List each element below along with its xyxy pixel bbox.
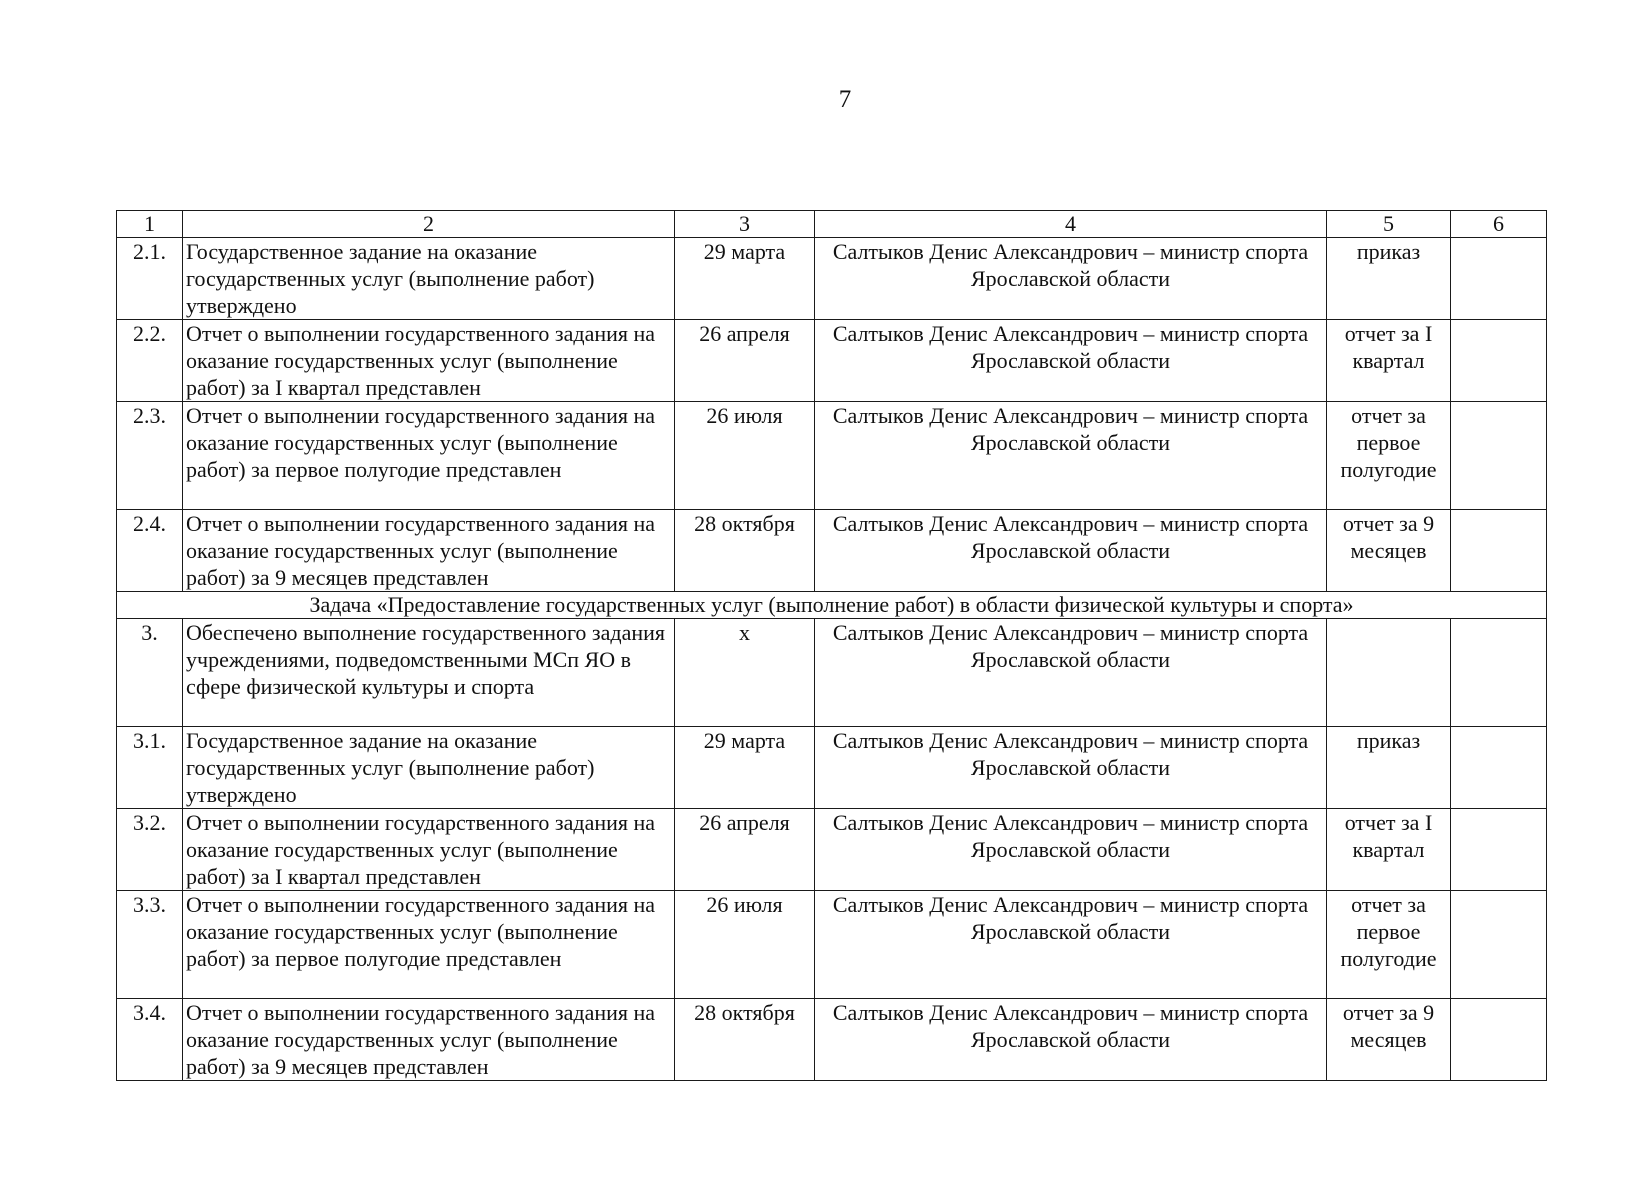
item-number: 2.2.	[117, 320, 183, 402]
item-note	[1451, 402, 1547, 510]
item-note	[1451, 619, 1547, 727]
item-result: отчет за I квартал	[1327, 809, 1451, 891]
item-deadline: 29 марта	[675, 727, 815, 809]
table-row	[117, 727, 1547, 809]
item-result: приказ	[1327, 238, 1451, 320]
item-note	[1451, 320, 1547, 402]
table-row	[117, 238, 1547, 320]
item-responsible: Салтыков Денис Александрович – министр спорта Ярославской области	[815, 809, 1327, 891]
table-row	[117, 891, 1547, 999]
item-deadline: 29 марта	[675, 238, 815, 320]
item-note	[1451, 809, 1547, 891]
table-row	[117, 402, 1547, 510]
table-row	[117, 809, 1547, 891]
column-number-6: 6	[1451, 211, 1547, 238]
item-number: 2.1.	[117, 238, 183, 320]
item-result: отчет за первое полугодие	[1327, 402, 1451, 510]
page-number: 7	[838, 86, 852, 113]
item-result: отчет за I квартал	[1327, 320, 1451, 402]
item-note	[1451, 510, 1547, 592]
item-responsible: Салтыков Денис Александрович – министр спорта Ярославской области	[815, 320, 1327, 402]
item-number: 3.1.	[117, 727, 183, 809]
item-description: Государственное задание на оказание государственных услуг (выполнение работ) утверждено	[183, 727, 675, 809]
item-description: Отчет о выполнении государственного задания на оказание государственных услуг (выполнение работ) за 9 месяцев представлен	[183, 510, 675, 592]
item-deadline: х	[675, 619, 815, 727]
plan-table	[116, 210, 1547, 1081]
item-number: 2.4.	[117, 510, 183, 592]
column-number-2: 2	[183, 211, 675, 238]
item-note	[1451, 238, 1547, 320]
table-row	[117, 320, 1547, 402]
item-responsible: Салтыков Денис Александрович – министр спорта Ярославской области	[815, 727, 1327, 809]
item-result: приказ	[1327, 727, 1451, 809]
item-note	[1451, 999, 1547, 1081]
item-number: 2.3.	[117, 402, 183, 510]
item-description: Обеспечено выполнение государственного задания учреждениями, подведомственными МСп ЯО в сфере физической культуры и спорта	[183, 619, 675, 727]
item-number: 3.3.	[117, 891, 183, 999]
item-responsible: Салтыков Денис Александрович – министр спорта Ярославской области	[815, 510, 1327, 592]
table-row	[117, 619, 1547, 727]
item-number: 3.4.	[117, 999, 183, 1081]
item-description: Отчет о выполнении государственного задания на оказание государственных услуг (выполнение работ) за первое полугодие представлен	[183, 891, 675, 999]
table-row	[117, 510, 1547, 592]
column-number-3: 3	[675, 211, 815, 238]
item-description: Отчет о выполнении государственного задания на оказание государственных услуг (выполнение работ) за I квартал представлен	[183, 809, 675, 891]
column-number-5: 5	[1327, 211, 1451, 238]
item-description: Отчет о выполнении государственного задания на оказание государственных услуг (выполнение работ) за I квартал представлен	[183, 320, 675, 402]
column-number-4: 4	[815, 211, 1327, 238]
item-deadline: 26 июля	[675, 402, 815, 510]
column-number-row	[117, 211, 1547, 238]
item-result: отчет за 9 месяцев	[1327, 999, 1451, 1081]
item-description: Отчет о выполнении государственного задания на оказание государственных услуг (выполнение работ) за 9 месяцев представлен	[183, 999, 675, 1081]
item-result: отчет за первое полугодие	[1327, 891, 1451, 999]
item-result	[1327, 619, 1451, 727]
item-deadline: 26 апреля	[675, 320, 815, 402]
column-number-1: 1	[117, 211, 183, 238]
item-deadline: 28 октября	[675, 510, 815, 592]
item-number: 3.2.	[117, 809, 183, 891]
item-note	[1451, 727, 1547, 809]
item-responsible: Салтыков Денис Александрович – министр спорта Ярославской области	[815, 238, 1327, 320]
item-result: отчет за 9 месяцев	[1327, 510, 1451, 592]
item-responsible: Салтыков Денис Александрович – министр спорта Ярославской области	[815, 999, 1327, 1081]
item-responsible: Салтыков Денис Александрович – министр спорта Ярославской области	[815, 619, 1327, 727]
item-deadline: 28 октября	[675, 999, 815, 1081]
item-number: 3.	[117, 619, 183, 727]
item-deadline: 26 июля	[675, 891, 815, 999]
task-heading-row	[117, 592, 1547, 619]
item-description: Государственное задание на оказание государственных услуг (выполнение работ) утверждено	[183, 238, 675, 320]
item-deadline: 26 апреля	[675, 809, 815, 891]
item-responsible: Салтыков Денис Александрович – министр спорта Ярославской области	[815, 891, 1327, 999]
item-description: Отчет о выполнении государственного задания на оказание государственных услуг (выполнение работ) за первое полугодие представлен	[183, 402, 675, 510]
task-heading: Задача «Предоставление государственных услуг (выполнение работ) в области физической культуры и спорта»	[117, 592, 1547, 619]
item-responsible: Салтыков Денис Александрович – министр спорта Ярославской области	[815, 402, 1327, 510]
item-note	[1451, 891, 1547, 999]
table-row	[117, 999, 1547, 1081]
